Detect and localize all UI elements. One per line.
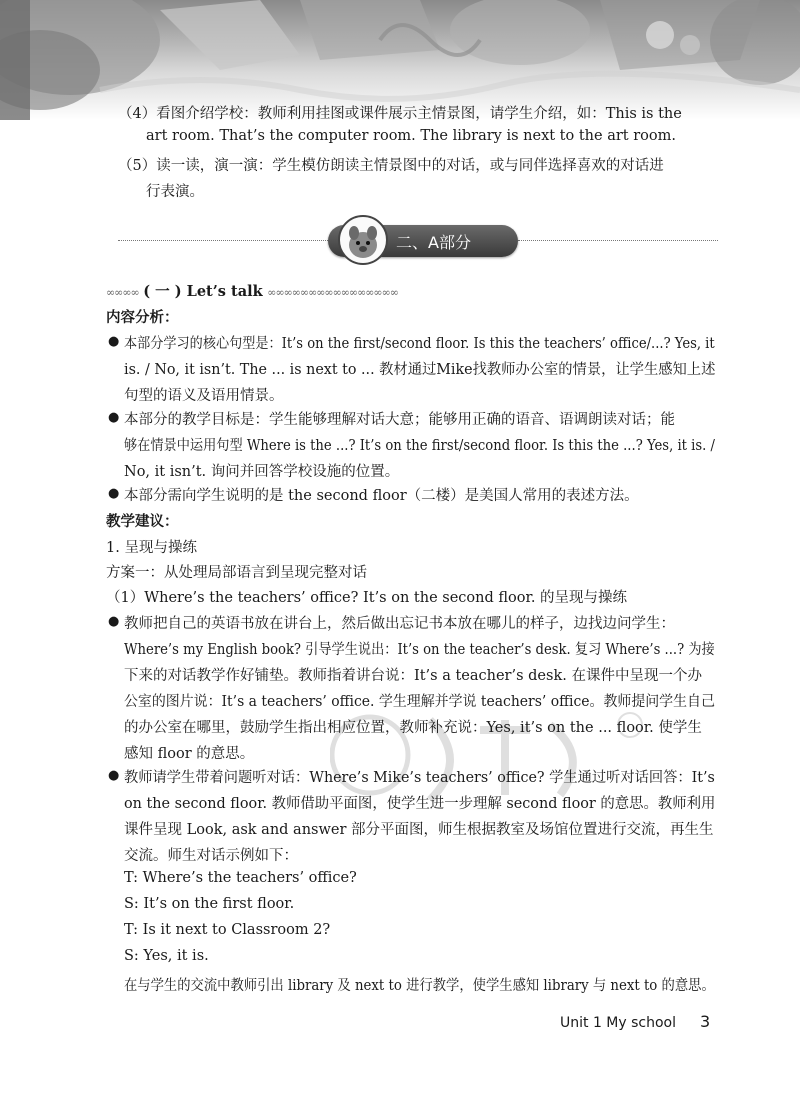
dialogue-line: T: Where’s the teachers’ office? (124, 870, 357, 886)
step-1: 1. 呈现与操练 (106, 540, 197, 556)
suggestion-bullet-1-line6: 感知 floor 的意思。 (124, 746, 255, 762)
section-divider-right (518, 240, 718, 241)
section-title: 二、A部分 (396, 233, 471, 252)
suggestion-bullet-2-line3: 课件呈现 Look, ask and answer 部分平面图，师生根据教室及场馆位置进行交流，再生生 (124, 822, 714, 838)
dotted-rule-right: ∞∞∞∞∞∞∞∞∞∞∞∞∞∞∞∞ (267, 286, 398, 299)
talk-heading: ( 一 ) Let’s talk (143, 283, 263, 300)
analysis-bullet-3-line1: 本部分需向学生说明的是 the second floor（二楼）是美国人常用的表述方法。 (124, 488, 639, 504)
dialogue-line: S: Yes, it is. (124, 948, 209, 964)
talk-heading-row (106, 280, 398, 301)
bullet-icon: ● (108, 410, 120, 425)
page-footer (560, 1012, 710, 1031)
item4-line1: （4）看图介绍学校：教师利用挂图或课件展示主情景图，请学生介绍，如：This is the (118, 106, 682, 122)
bullet-icon: ● (108, 486, 120, 501)
sub-item-1: （1）Where’s the teachers’ office? It’s on the second floor. 的呈现与操练 (106, 590, 628, 606)
page-number: 3 (700, 1012, 711, 1031)
plan-1: 方案一：从处理局部语言到呈现完整对话 (106, 565, 367, 581)
dotted-rule-left: ∞∞∞∞ (106, 286, 139, 299)
suggestion-bullet-2-line4: 交流。师生对话示例如下： (124, 848, 298, 864)
suggestion-bullet-1-line5: 的办公室在哪里，鼓励学生指出相应位置，教师补充说：Yes, it’s on the ... floor. 使学生 (124, 720, 702, 736)
bullet-icon: ● (108, 768, 120, 783)
suggestion-bullet-1-line4: 公室的图片说：It’s a teachers’ office. 学生理解并学说 teachers’ office。教师提问学生自己 (124, 694, 715, 710)
analysis-bullet-1-line1: 本部分学习的核心句型是：It’s on the first/second floor. Is this the teachers’ office/...? Yes, it (124, 336, 715, 352)
suggestion-heading: 教学建议： (106, 513, 179, 530)
item5-line1: （5）读一读，演一演：学生模仿朗读主情景图中的对话，或与同伴选择喜欢的对话进 (118, 158, 664, 174)
section-divider-left (118, 240, 328, 241)
mascot-icon (338, 215, 388, 265)
bullet-icon: ● (108, 614, 120, 629)
unit-label: Unit 1 My school (560, 1015, 677, 1031)
analysis-bullet-2-line3: No, it isn’t. 询问并回答学校设施的位置。 (124, 464, 400, 480)
closing-paragraph: 在与学生的交流中教师引出 library 及 next to 进行教学，使学生感知 library 与 next to 的意思。 (124, 978, 715, 994)
analysis-bullet-1-line3: 句型的语义及语用情景。 (124, 388, 284, 404)
analysis-bullet-2-line1: 本部分的教学目标是：学生能够理解对话大意；能够用正确的语音、语调朗读对话；能 (124, 412, 675, 428)
analysis-bullet-2-line2: 够在情景中运用句型 Where is the ...? It’s on the first/second floor. Is this the ...? Yes, it is. / (124, 438, 715, 454)
suggestion-bullet-2-line1: 教师请学生带着问题听对话：Where’s Mike’s teachers’ office? 学生通过听对话回答：It’s (124, 770, 715, 786)
suggestion-bullet-1-line2: Where’s my English book? 引导学生说出：It’s on the teacher’s desk. 复习 Where’s ...? 为接 (124, 642, 715, 658)
dialogue-line: T: Is it next to Classroom 2? (124, 922, 331, 938)
dialogue-line: S: It’s on the first floor. (124, 896, 295, 912)
analysis-heading: 内容分析： (106, 309, 179, 326)
suggestion-bullet-2-line2: on the second floor. 教师借助平面图，使学生进一步理解 second floor 的意思。教师利用 (124, 796, 716, 812)
bullet-icon: ● (108, 334, 120, 349)
analysis-bullet-1-line2: is. / No, it isn’t. The ... is next to ... 教材通过Mike找教师办公室的情景，让学生感知上述 (124, 362, 716, 378)
suggestion-bullet-1-line3: 下来的对话教学作好铺垫。教师指着讲台说：It’s a teacher’s desk. 在课件中呈现一个办 (124, 668, 702, 684)
item4-line2: art room. That’s the computer room. The library is next to the art room. (146, 128, 676, 144)
item5-line2: 行表演。 (146, 184, 204, 200)
suggestion-bullet-1-line1: 教师把自己的英语书放在讲台上，然后做出忘记书本放在哪儿的样子，边找边问学生： (124, 616, 675, 632)
